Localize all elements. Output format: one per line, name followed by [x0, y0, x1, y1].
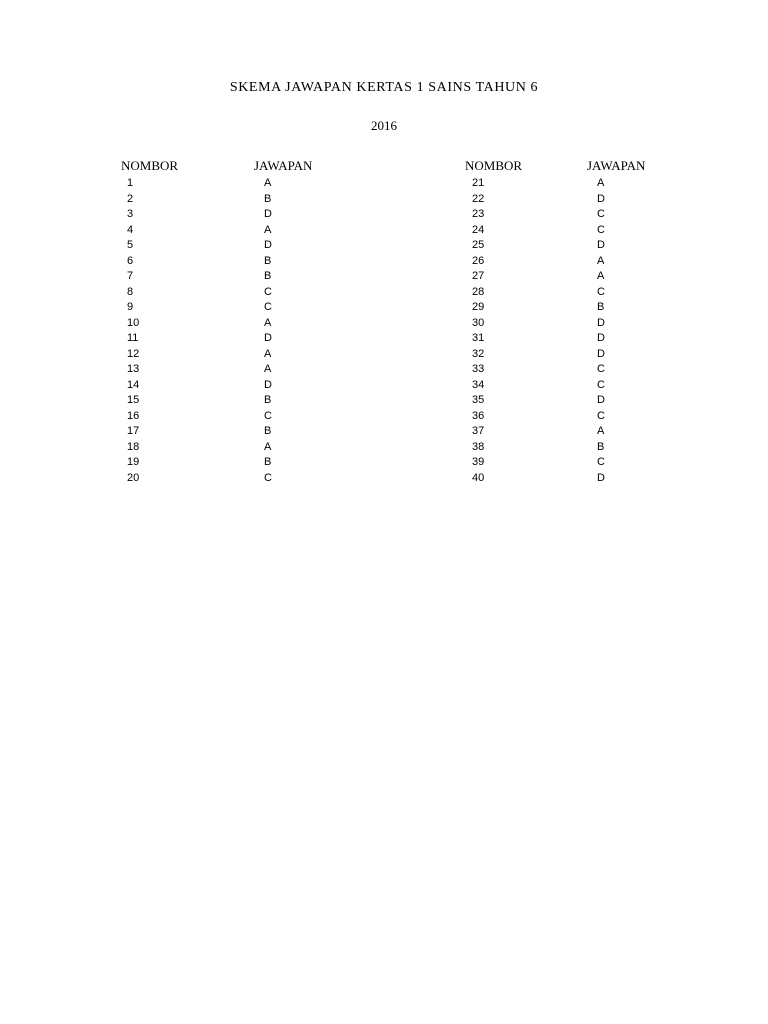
answer-letter: C [597, 456, 605, 468]
answer-letter: C [597, 208, 605, 220]
question-number: 31 [472, 332, 485, 344]
answer-letter: B [264, 456, 272, 468]
answer-letter: A [597, 254, 605, 267]
answer-letter: D [264, 208, 272, 220]
answer-letter: B [264, 254, 272, 267]
answer-letter: D [597, 192, 605, 205]
answer-letter: B [597, 301, 605, 313]
question-number: 40 [472, 471, 485, 484]
answer-letter: A [264, 177, 272, 189]
answer-letter: B [264, 192, 272, 205]
answer-letter: D [597, 347, 605, 360]
answer-letter: C [597, 409, 605, 422]
question-number: 15 [127, 394, 140, 406]
answer-letter: A [264, 223, 272, 236]
answer-letter: A [264, 347, 272, 360]
header-number: NOMBOR [465, 158, 523, 173]
question-number: 17 [127, 425, 140, 437]
answer-letter: A [264, 440, 272, 453]
question-number: 22 [472, 192, 485, 205]
answer-letter: D [597, 316, 605, 329]
question-number: 34 [472, 378, 485, 391]
question-number: 10 [127, 316, 140, 329]
answer-letter: B [264, 425, 272, 437]
question-number: 24 [472, 223, 485, 236]
header-answer: JAWAPAN [254, 158, 313, 173]
question-number: 9 [127, 301, 134, 313]
question-number: 18 [127, 440, 140, 453]
answer-letter: D [597, 239, 605, 251]
question-number: 28 [472, 285, 485, 298]
answer-letter: A [597, 177, 605, 189]
answer-letter: C [597, 363, 605, 375]
header-number: NOMBOR [121, 158, 179, 173]
question-number: 8 [127, 285, 134, 298]
answer-letter: D [264, 239, 272, 251]
question-number: 11 [127, 332, 139, 344]
answer-letter: C [264, 471, 272, 484]
question-number: 39 [472, 456, 485, 468]
question-number: 21 [472, 177, 485, 189]
answer-letter: D [597, 471, 605, 484]
question-number: 30 [472, 316, 485, 329]
question-number: 26 [472, 254, 485, 267]
question-number: 37 [472, 425, 485, 437]
answer-letter: C [264, 301, 272, 313]
question-number: 13 [127, 363, 140, 375]
question-number: 16 [127, 409, 140, 422]
answer-letter: C [597, 378, 605, 391]
question-number: 35 [472, 394, 485, 406]
question-number: 33 [472, 363, 485, 375]
question-number: 7 [127, 270, 134, 282]
question-number: 23 [472, 208, 485, 220]
question-number: 3 [127, 208, 134, 220]
answer-letter: A [597, 270, 605, 282]
question-number: 38 [472, 440, 485, 453]
question-number: 1 [127, 177, 134, 189]
question-number: 14 [127, 378, 140, 391]
answer-letter: D [264, 378, 272, 391]
document-title: SKEMA JAWAPAN KERTAS 1 SAINS TAHUN 6 [229, 80, 539, 95]
answer-letter: C [597, 285, 605, 298]
answer-letter: A [597, 425, 605, 437]
question-number: 36 [472, 409, 485, 422]
question-number: 32 [472, 347, 485, 360]
question-number: 19 [127, 456, 140, 468]
question-number: 4 [127, 223, 134, 236]
question-number: 20 [127, 471, 140, 484]
answer-letter: D [597, 332, 605, 344]
answer-letter: B [264, 270, 272, 282]
answer-letter: C [264, 409, 272, 422]
question-number: 27 [472, 270, 485, 282]
answer-letter: D [597, 394, 605, 406]
question-number: 5 [127, 239, 134, 251]
document-year: 2016 [371, 118, 397, 133]
answer-letter: A [264, 363, 272, 375]
answer-letter: B [597, 440, 605, 453]
question-number: 29 [472, 301, 485, 313]
question-number: 12 [127, 347, 140, 360]
question-number: 6 [127, 254, 134, 267]
answer-letter: C [264, 285, 272, 298]
answer-letter: B [264, 394, 272, 406]
header-answer: JAWAPAN [587, 158, 646, 173]
answer-letter: A [264, 316, 272, 329]
question-number: 25 [472, 239, 485, 251]
question-number: 2 [127, 192, 134, 205]
answer-letter: C [597, 223, 605, 236]
answer-letter: D [264, 332, 272, 344]
